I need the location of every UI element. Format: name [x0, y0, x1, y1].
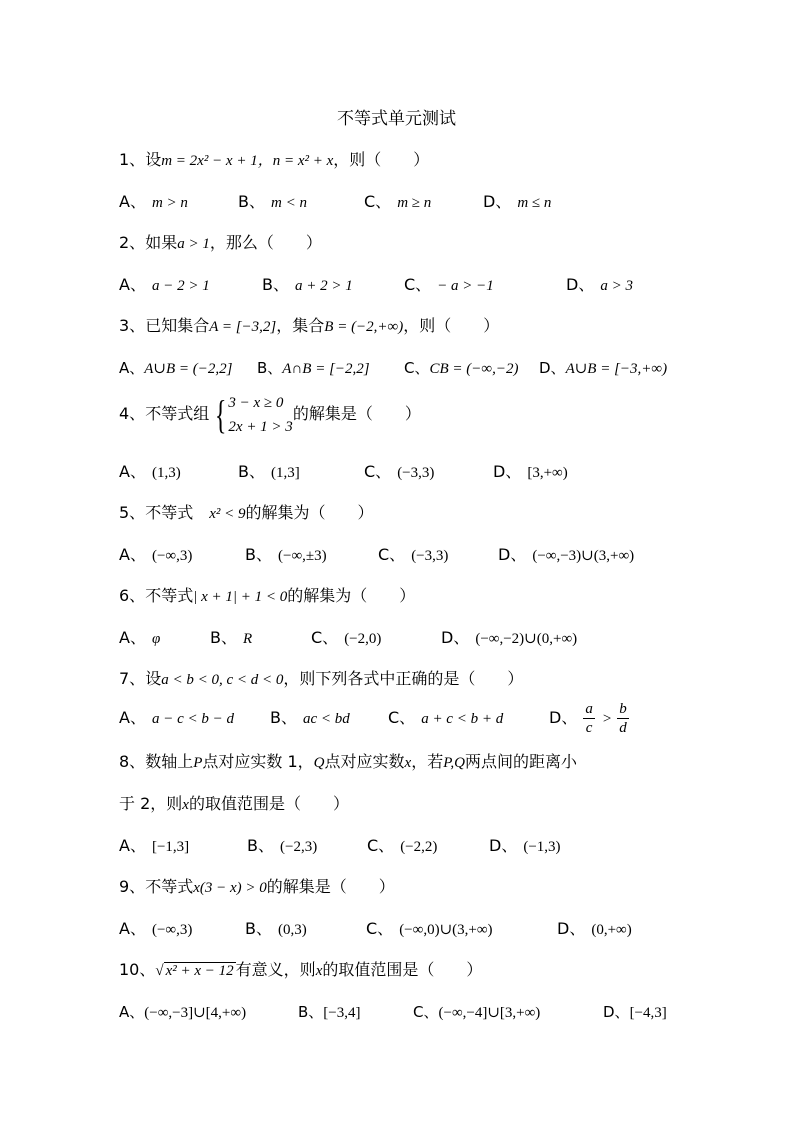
option-label: B、 [238, 192, 265, 211]
question-4 [119, 390, 421, 439]
q3-option-c[interactable] [404, 358, 518, 379]
option-value: − a > −1 [437, 278, 494, 294]
q7-option-a[interactable] [119, 708, 234, 729]
question-text: 的解集是（ ） [292, 404, 421, 423]
option-value: [−3,4] [323, 1005, 361, 1021]
option-value: (−3,3) [411, 548, 449, 564]
option-label: C、 [366, 919, 394, 938]
question-math: a > 1 [177, 236, 210, 252]
q8-option-b[interactable] [247, 836, 317, 857]
option-label: C、 [388, 708, 416, 727]
question-math: Q [313, 755, 325, 771]
question-text: 点对应实数 1， [202, 752, 314, 771]
question-math: x [315, 963, 323, 979]
question-text: 数轴上 [145, 752, 194, 771]
option-value: (−2,0) [344, 631, 382, 647]
option-label: D、 [566, 275, 595, 294]
q8-option-c[interactable] [367, 836, 437, 857]
q8-option-d[interactable] [489, 836, 561, 857]
inequality-system [228, 391, 292, 439]
q3-option-d[interactable] [539, 358, 667, 379]
q7-option-c[interactable] [388, 708, 503, 729]
question-math: B = (−2,+∞) [324, 319, 404, 335]
option-value: [3,+∞) [527, 465, 568, 481]
question-1 [119, 150, 429, 171]
question-number: 4、 [119, 404, 146, 423]
option-value: (−∞,3) [151, 548, 193, 564]
question-math: x² + x − 12 [165, 963, 234, 979]
option-label: A、 [119, 192, 146, 211]
question-number: 6、 [119, 586, 146, 605]
option-label: D、 [493, 462, 522, 481]
q5-option-a[interactable] [119, 545, 192, 566]
q2-option-b[interactable] [262, 275, 353, 296]
option-value: (−1,3) [523, 839, 561, 855]
option-label: B、 [270, 708, 297, 727]
q3-option-b[interactable] [257, 358, 370, 379]
option-value: φ [151, 631, 161, 647]
q5-option-b[interactable] [245, 545, 327, 566]
q6-option-d[interactable] [441, 628, 577, 649]
question-number: 1、 [119, 150, 146, 169]
question-math: P,Q [443, 755, 466, 771]
q5-option-c[interactable] [378, 545, 448, 566]
option-value: [−4,3] [629, 1005, 667, 1021]
question-2 [119, 233, 322, 254]
option-value: (−2,2) [400, 839, 438, 855]
option-label: D、 [441, 628, 470, 647]
question-math: A = [−3,2] [209, 319, 277, 335]
sqrt-symbol: √ [155, 963, 164, 979]
question-math: a < b < 0, c < d < 0 [161, 672, 284, 688]
option-label: A、 [119, 1003, 145, 1021]
fraction-a-over-c [583, 700, 595, 737]
q1-option-a[interactable] [119, 192, 188, 213]
option-label: C、 [364, 462, 392, 481]
option-label: C、 [413, 1003, 439, 1021]
q7-option-b[interactable] [270, 708, 350, 729]
option-value: A∪B = (−2,2] [144, 361, 233, 377]
option-value: ac < bd [302, 711, 350, 727]
question-math: x [182, 797, 189, 813]
option-label: D、 [557, 919, 586, 938]
option-label: B、 [245, 545, 272, 564]
question-text: 的解集为（ ） [287, 586, 416, 605]
option-label: D、 [498, 545, 527, 564]
question-text: ，集合 [276, 316, 325, 335]
option-value: (−∞,0)∪(3,+∞) [399, 922, 493, 938]
option-value: (−3,3) [397, 465, 435, 481]
option-label: A、 [119, 545, 146, 564]
option-value: A∩B = [−2,2] [282, 361, 370, 377]
option-value: (−∞,±3) [277, 548, 327, 564]
option-value: (−∞,−3]∪[4,+∞) [144, 1005, 247, 1021]
numerator: a [585, 701, 593, 717]
question-math: | x + 1| + 1 < 0 [193, 589, 288, 605]
question-9 [119, 877, 395, 898]
option-label: A、 [119, 275, 146, 294]
option-value: a + c < b + d [421, 711, 504, 727]
option-label: C、 [364, 192, 392, 211]
question-text: ，若 [411, 752, 444, 771]
question-text: 的解集是（ ） [266, 877, 395, 896]
option-label: C、 [404, 275, 432, 294]
option-label: D、 [489, 836, 518, 855]
question-text: 有意义，则 [235, 960, 316, 979]
left-brace: { [215, 391, 227, 437]
q9-option-b[interactable] [245, 919, 307, 940]
option-label: B、 [210, 628, 237, 647]
option-label: B、 [298, 1003, 324, 1021]
option-value: A∪B = [−3,+∞) [565, 361, 668, 377]
q6-option-b[interactable] [210, 628, 252, 649]
question-text: 不等式 [145, 877, 194, 896]
option-label: C、 [311, 628, 339, 647]
operator: > [602, 711, 612, 727]
option-value: m > n [151, 195, 188, 211]
question-math: P [193, 755, 203, 771]
option-value: (−2,3) [279, 839, 318, 855]
system-line-2: 2x + 1 > 3 [228, 418, 293, 435]
option-value: a > 3 [600, 278, 633, 294]
question-number: 5、 [119, 503, 146, 522]
q4-option-a[interactable] [119, 462, 181, 483]
option-label: A、 [119, 836, 146, 855]
question-text: 的取值范围是（ ） [188, 794, 349, 813]
option-value: [−1,3] [151, 839, 190, 855]
option-label: D、 [549, 708, 578, 727]
question-math: x(3 − x) > 0 [193, 880, 267, 896]
question-text: 不等式组 [145, 404, 210, 423]
option-value: (−∞,3) [151, 922, 193, 938]
q4-option-b[interactable] [238, 462, 300, 483]
fraction-b-over-d [617, 700, 629, 737]
q9-option-a[interactable] [119, 919, 192, 940]
option-label: A、 [119, 462, 146, 481]
question-number: 7、 [119, 669, 146, 688]
q1-option-c[interactable] [364, 192, 431, 213]
question-number: 8、 [119, 752, 146, 771]
system-line-1: 3 − x ≥ 0 [228, 394, 284, 411]
option-label: A、 [119, 628, 146, 647]
option-label: D、 [539, 359, 566, 377]
option-label: A、 [119, 708, 146, 727]
q6-option-c[interactable] [311, 628, 381, 649]
option-label: C、 [378, 545, 406, 564]
option-value: (1,3) [151, 465, 181, 481]
option-value: (−∞,−2)∪(0,+∞) [475, 631, 578, 647]
question-math: x² < 9 [209, 506, 246, 522]
q2-option-c[interactable] [404, 275, 494, 296]
option-value: (0,3) [277, 922, 307, 938]
q6-option-a[interactable] [119, 628, 160, 649]
question-text: 如果 [145, 233, 178, 252]
question-text: 设 [145, 669, 162, 688]
q10-option-b[interactable] [298, 1002, 361, 1023]
q7-option-d[interactable] [549, 700, 631, 737]
q1-option-d[interactable] [483, 192, 551, 213]
q2-option-a[interactable] [119, 275, 210, 296]
question-math: x [404, 755, 412, 771]
question-text: ，则（ ） [403, 316, 500, 335]
question-text: ，则下列各式中正确的是（ ） [283, 669, 524, 688]
option-label: B、 [245, 919, 272, 938]
q9-option-c[interactable] [366, 919, 493, 940]
question-text: 已知集合 [145, 316, 210, 335]
question-text: 于 2，则 [119, 794, 183, 813]
numerator: b [619, 701, 627, 717]
option-label: A、 [119, 919, 146, 938]
denominator: d [619, 720, 627, 736]
option-value: m < n [270, 195, 307, 211]
question-text: ，则（ ） [333, 150, 430, 169]
page-title: 不等式单元测试 [337, 109, 456, 129]
q10-option-c[interactable] [413, 1002, 540, 1023]
question-text: 不等式 [145, 586, 194, 605]
q5-option-d[interactable] [498, 545, 634, 566]
option-label: C、 [404, 359, 430, 377]
option-value: (0,+∞) [591, 922, 632, 938]
q2-option-d[interactable] [566, 275, 633, 296]
option-label: D、 [483, 192, 512, 211]
q9-option-d[interactable] [557, 919, 632, 940]
question-text: 不等式 [145, 503, 210, 522]
option-value: (−∞,−4]∪[3,+∞) [438, 1005, 541, 1021]
question-3 [119, 316, 499, 337]
q8-option-a[interactable] [119, 836, 189, 857]
question-number: 3、 [119, 316, 146, 335]
option-label: A、 [119, 359, 145, 377]
q1-option-b[interactable] [238, 192, 307, 213]
option-label: B、 [262, 275, 289, 294]
option-value: a − c < b − d [151, 711, 234, 727]
option-value: a − 2 > 1 [151, 278, 210, 294]
option-value: (−∞,−3)∪(3,+∞) [532, 548, 635, 564]
question-number: 10、 [119, 960, 156, 979]
question-text: 两点间的距离小 [465, 752, 578, 771]
question-5 [119, 503, 374, 524]
question-7 [119, 669, 523, 690]
question-8-line-2 [119, 794, 349, 815]
question-math: m = 2x² − x + 1，n = x² + x [161, 153, 334, 169]
option-value: (1,3] [270, 465, 300, 481]
question-text: 的解集为（ ） [245, 503, 374, 522]
q10-option-d[interactable] [603, 1002, 667, 1023]
question-10 [119, 960, 482, 981]
option-value: m ≤ n [517, 195, 552, 211]
option-label: D、 [603, 1003, 630, 1021]
option-value: CB = (−∞,−2) [429, 361, 519, 377]
q4-option-d[interactable] [493, 462, 568, 483]
option-value: a + 2 > 1 [294, 278, 353, 294]
q4-option-c[interactable] [364, 462, 434, 483]
option-label: B、 [247, 836, 274, 855]
q10-option-a[interactable] [119, 1002, 246, 1023]
option-value: m ≥ n [397, 195, 432, 211]
question-text: ，那么（ ） [209, 233, 322, 252]
denominator: c [585, 720, 593, 736]
option-label: B、 [238, 462, 265, 481]
q3-option-a[interactable] [119, 358, 233, 379]
question-number: 9、 [119, 877, 146, 896]
option-label: B、 [257, 359, 283, 377]
question-6 [119, 586, 415, 607]
question-number: 2、 [119, 233, 146, 252]
question-8 [119, 752, 577, 773]
question-text: 的取值范围是（ ） [322, 960, 483, 979]
option-label: C、 [367, 836, 395, 855]
question-text: 点对应实数 [324, 752, 405, 771]
question-text: 设 [145, 150, 162, 169]
option-value: R [242, 631, 253, 647]
